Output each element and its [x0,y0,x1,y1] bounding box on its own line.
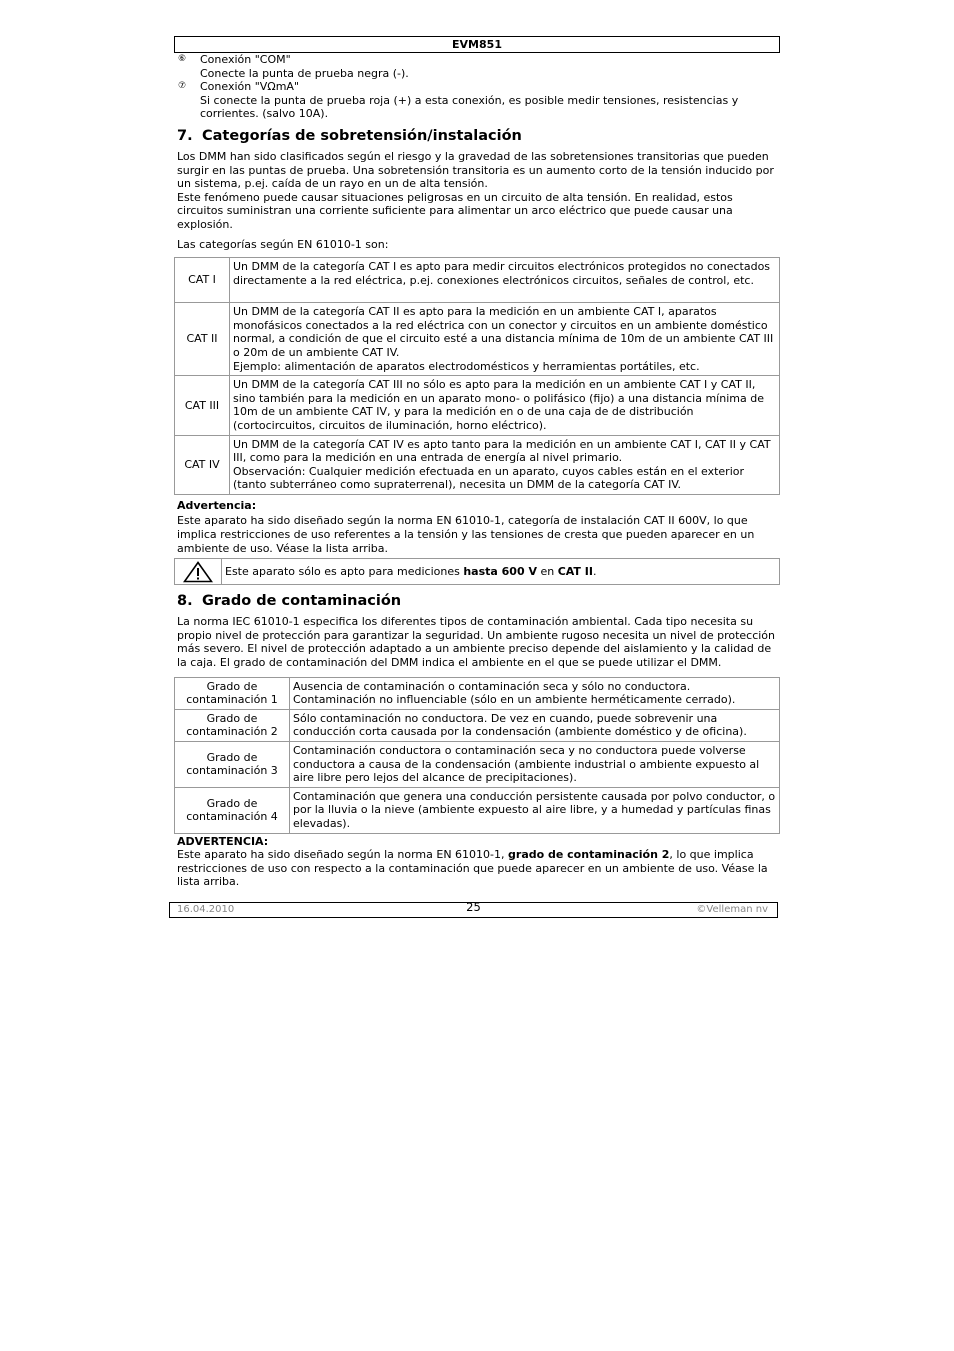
degree-label: Grado de contaminación 3 [175,742,290,788]
footer-date: 16.04.2010 [177,904,235,915]
degree-desc: Contaminación conductora o contaminación seca y no conductora puede volverse conductora a causa de la condensación (ambiente industrial o ambiente expuesto al aire libre pero lejos del alcance de precipitaciones). [290,742,780,788]
categories-intro: Las categorías según EN 61010-1 son: [177,237,389,251]
degree-label: Grado de contaminación 1 [175,677,290,709]
category-desc: Un DMM de la categoría CAT I es apto para medir circuitos electrónicos protegidos no conectados directamente a la red eléctrica, p.ej. conexiones electrónicos circuitos, señales de control, etc. [230,258,780,303]
section-7-para-1: Los DMM han sido clasificados según el riesgo y la gravedad de las sobretensiones transitorias que pueden surgir en las puntas de prueba. Una sobretensión transitoria es un aumento corto de la tensión inducido por un sistema, p.ej. caída de un rayo en un de alta tensión. [177,149,774,191]
connection-desc: Conecte la punta de prueba negra (-). [200,66,409,80]
connection-item [174,80,780,121]
category-label: CAT II [175,303,230,376]
warning-text-2: Este aparato ha sido diseñado según la norma EN 61010-1, grado de contaminación 2, lo que implica restricciones de uso con respecto a la contaminación que puede aparecer en un ambiente de uso. Véase la lista arriba. [177,848,768,889]
section-7-para-2: Este fenómeno puede causar situaciones peligrosas en un circuito de alta tensión. En realidad, estos circuitos suministran una corriente suficiente para alimentar un arco eléctrico que puede causar una explosión. [177,190,733,231]
degree-desc: Contaminación que genera una conducción persistente causada por polvo conductor, o por la lluvia o la nieve (ambiente expuesto al aire libre, y a humedad y partículas finas elevadas). [290,787,780,833]
category-label: CAT I [175,258,230,303]
category-label: CAT IV [175,435,230,494]
connection-number: ⑦ [178,81,187,92]
notice-box [174,558,780,585]
degree-label: Grado de contaminación 2 [175,709,290,741]
category-desc: Un DMM de la categoría CAT II es apto para la medición en un ambiente CAT I, aparatos monofásicos conectados a la red eléctrica con un conector y circuitos en un ambiente doméstico normal, a condición de que el circuito esté a una distancia mínima de 10m de un ambiente CAT III o 20m de un ambiente CAT IV. Ejemplo: alimentación de aparatos electrodomésticos y herramientas portátiles, etc. [230,303,780,376]
table-row [175,303,780,376]
section-8-heading: 8. Grado de contaminación [177,593,402,610]
page-number: 25 [466,900,481,914]
connection-number: ⑥ [178,54,187,64]
section-8-para: La norma IEC 61010-1 especifica los diferentes tipos de contaminación ambiental. Cada tipo necesita su propio nivel de protección para garantizar la seguridad. Un ambiente rugoso necesita un nivel de protección más severo. El nivel de protección adaptado a un ambiente preciso depende del aislamiento y la calidad de la caja. El grado de contaminación del DMM indica el ambiente en el que se puede utilizar el DMM. [177,615,776,670]
section-7-heading: 7. Categorías de sobretensión/instalación [177,127,522,144]
degree-desc: Sólo contaminación no conductora. De vez en cuando, puede sobrevenir una conducción corta causada por la condensación (ambiente doméstico y de oficina). [290,709,780,741]
page-footer [169,902,778,918]
table-row [175,787,780,833]
table-row [175,376,780,435]
connection-label: Conexión "VΩmA" [200,80,300,94]
table-row [175,435,780,494]
table-row [175,709,780,741]
footer-copyright: ©Velleman nv [696,904,768,915]
category-desc: Un DMM de la categoría CAT IV es apto tanto para la medición en un ambiente CAT I, CAT II y CAT III, como para la medición en una entrada de energía al nivel primario. Observación: Cualquier medición efectuada en un aparato, cuyos cables están en el exterior (tanto subterráneo como supraterrenal), necesita un DMM de la categoría CAT IV. [230,435,780,494]
table-row [175,258,780,303]
page-content [174,36,780,889]
page-header: EVM851 [174,36,780,53]
degree-label: Grado de contaminación 4 [175,787,290,833]
warning-triangle-icon [175,559,222,584]
warning-text: Este aparato ha sido diseñado según la norma EN 61010-1, categoría de instalación CAT II 600V, lo que implica restricciones de uso referentes a la tensión y las tensiones de cresta que pueden aparecer en un ambiente de uso. Véase la lista arriba. [177,514,755,555]
table-row [175,742,780,788]
pollution-table [174,677,780,834]
warning-heading: Advertencia: [177,498,257,512]
warning-heading-2: ADVERTENCIA: [177,834,269,848]
connection-label: Conexión "COM" [200,53,291,66]
category-desc: Un DMM de la categoría CAT III no sólo es apto para la medición en un ambiente CAT I y CAT II, sino también para la medición en un aparato mono- o polifásico (fijo) a una distancia mínima de 10m de un ambiente CAT IV, y para la medición en o de una caja de de distribución (cortocircuitos, circuitos de iluminación, horno eléctrico). [230,376,780,435]
table-row [175,677,780,709]
categories-table [174,257,780,495]
degree-desc: Ausencia de contaminación o contaminación seca y sólo no conductora. Contaminación no influenciable (sólo en un ambiente herméticamente cerrado). [290,677,780,709]
category-label: CAT III [175,376,230,435]
connection-item [174,53,780,80]
connection-desc: Si conecte la punta de prueba roja (+) a esta conexión, es posible medir tensiones, resistencias y corrientes. (salvo 10A). [200,93,739,121]
notice-text: Este aparato sólo es apto para mediciones hasta 600 V en CAT II. [225,564,597,578]
